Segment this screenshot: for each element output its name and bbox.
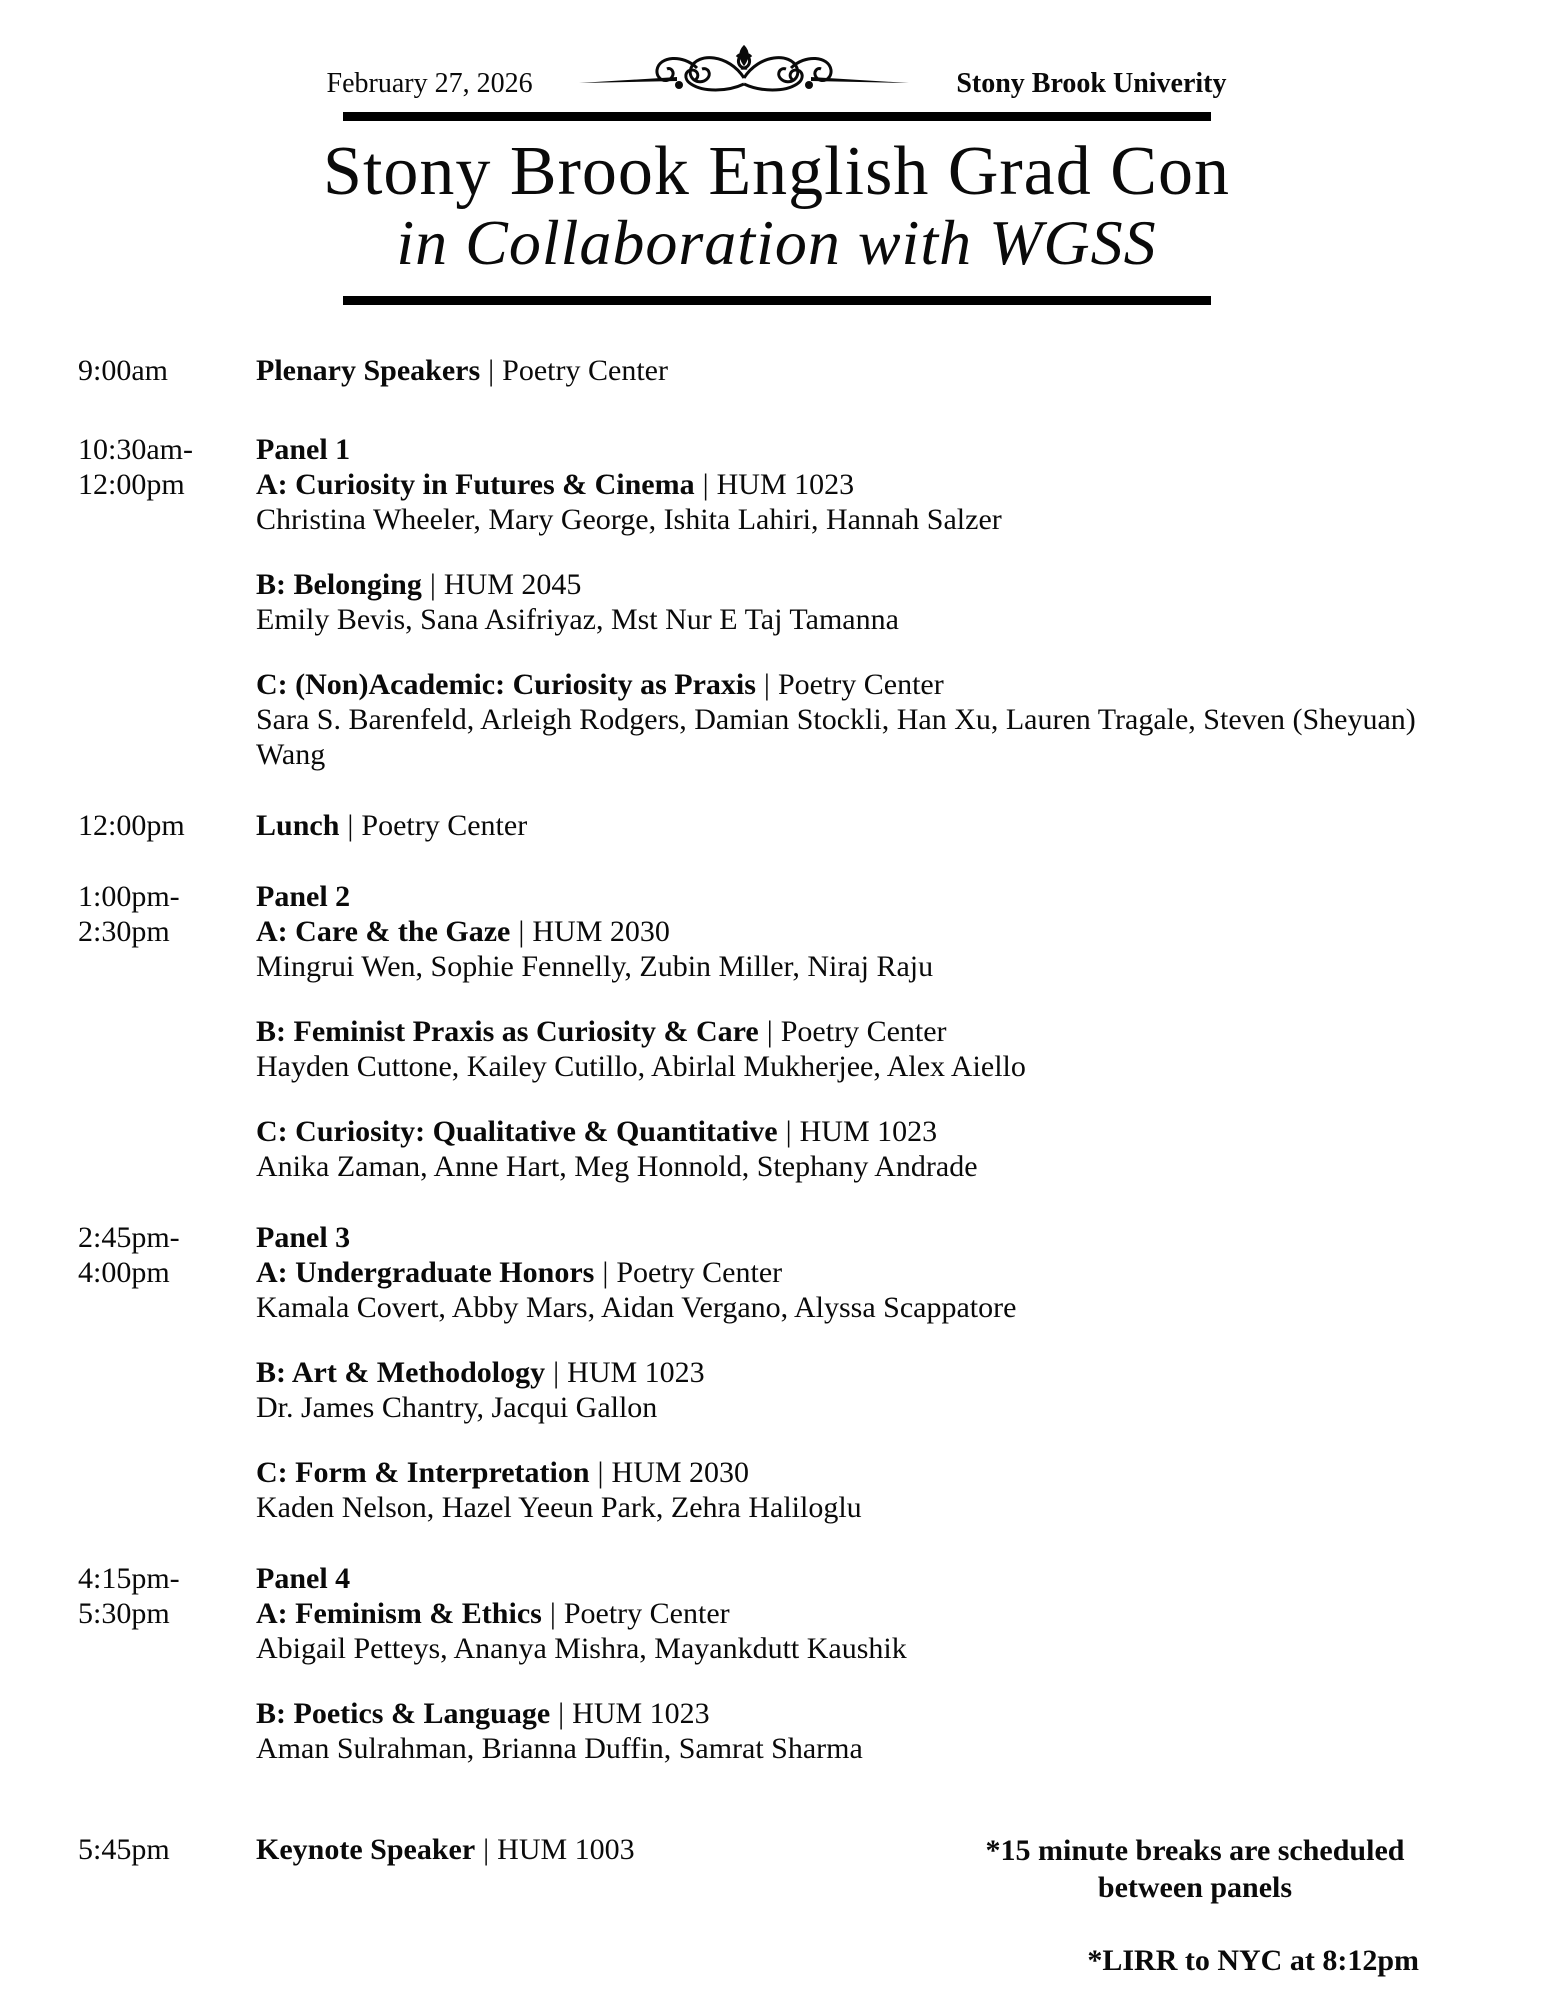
pipe-separator: | <box>483 1832 490 1866</box>
page-subtitle: in Collaboration with WGSS <box>396 206 1157 278</box>
event-panel-4 <box>78 1561 1475 1766</box>
pipe-separator: | <box>488 353 495 387</box>
pipe-separator: | <box>549 1596 556 1630</box>
event-time <box>78 1220 256 1525</box>
session-name: A: Undergraduate Honors <box>256 1255 595 1289</box>
session-speakers: Dr. James Chantry, Jacqui Gallon <box>256 1390 658 1424</box>
session-name: B: Belonging <box>256 567 422 601</box>
pipe-separator: | <box>558 1696 565 1730</box>
event-location: Poetry Center <box>361 808 528 842</box>
time-line: 9:00am <box>78 353 168 387</box>
session <box>256 567 1475 637</box>
event-plenary <box>78 353 1475 388</box>
session-speakers: Abigail Petteys, Ananya Mishra, Mayankdutt Kaushik <box>256 1631 907 1665</box>
event-time <box>78 808 256 843</box>
time-line: 12:00pm <box>78 467 185 501</box>
event-content <box>256 879 1475 1184</box>
pipe-separator: | <box>785 1114 792 1148</box>
session <box>256 467 1475 537</box>
pipe-separator: | <box>763 667 770 701</box>
event-time <box>78 1832 256 1906</box>
session-location: HUM 2030 <box>611 1455 750 1489</box>
event-time <box>78 879 256 1184</box>
session-name: A: Care & the Gaze <box>256 914 511 948</box>
session-location: Poetry Center <box>777 667 944 701</box>
session-speakers: Christina Wheeler, Mary George, Ishita Lahiri, Hannah Salzer <box>256 502 1002 536</box>
page-title: Stony Brook English Grad Con <box>323 133 1230 211</box>
session-location: HUM 1023 <box>572 1696 710 1730</box>
session-location: HUM 1023 <box>716 467 855 501</box>
pipe-separator: | <box>702 467 709 501</box>
session-speakers: Emily Bevis, Sana Asifriyaz, Mst Nur E Taj Tamanna <box>256 602 899 636</box>
session-name: B: Poetics & Language <box>256 1696 551 1730</box>
flourish-ornament-icon <box>579 44 909 104</box>
event-time <box>78 432 256 772</box>
pipe-separator: | <box>553 1355 560 1389</box>
time-line: 5:30pm <box>78 1596 170 1630</box>
session-title-line <box>256 1696 1475 1731</box>
panel-title: Panel 1 <box>256 432 351 466</box>
event-content <box>256 353 1475 388</box>
session <box>256 1255 1475 1325</box>
session <box>256 1114 1475 1184</box>
time-line: 4:00pm <box>78 1255 170 1289</box>
time-line: 5:45pm <box>78 1832 170 1866</box>
session-name: C: Curiosity: Qualitative & Quantitative <box>256 1114 778 1148</box>
session-title-line <box>256 1255 1475 1290</box>
pipe-separator: | <box>597 1455 604 1489</box>
event-panel-2 <box>78 879 1475 1184</box>
header-university: Stony Brook Univerity <box>956 68 1227 99</box>
event-title-line <box>256 1832 635 1867</box>
pipe-separator: | <box>347 808 354 842</box>
event-content <box>256 432 1475 772</box>
session-speakers: Mingrui Wen, Sophie Fennelly, Zubin Miller, Niraj Raju <box>256 949 934 983</box>
session-title-line <box>256 567 1475 602</box>
session-location: Poetry Center <box>780 1014 947 1048</box>
session-name: C: (Non)Academic: Curiosity as Praxis <box>256 667 756 701</box>
pipe-separator: | <box>429 567 436 601</box>
time-line: 10:30am- <box>78 432 193 466</box>
time-line: 12:00pm <box>78 808 185 842</box>
event-lunch <box>78 808 1475 843</box>
session-title-line <box>256 1596 1475 1631</box>
event-title: Keynote Speaker <box>256 1832 476 1866</box>
time-line: 4:15pm- <box>78 1561 180 1595</box>
event-content <box>256 1220 1475 1525</box>
time-line: 2:30pm <box>78 914 170 948</box>
session-name: A: Feminism & Ethics <box>256 1596 542 1630</box>
session-speakers: Hayden Cuttone, Kailey Cutillo, Abirlal Mukherjee, Alex Aiello <box>256 1049 1026 1083</box>
event-title: Plenary Speakers <box>256 353 481 387</box>
time-line: 2:45pm- <box>78 1220 180 1254</box>
schedule <box>78 353 1475 1979</box>
session <box>256 914 1475 984</box>
panel-title: Panel 2 <box>256 879 351 913</box>
time-line: 1:00pm- <box>78 879 180 913</box>
session-speakers: Kamala Covert, Abby Mars, Aidan Vergano, Alyssa Scappatore <box>256 1290 1017 1324</box>
event-content <box>256 1561 1475 1766</box>
pipe-separator: | <box>518 914 525 948</box>
page-header <box>327 44 1227 100</box>
event-content <box>256 808 1475 843</box>
session-location: HUM 2030 <box>532 914 670 948</box>
session-location: HUM 1023 <box>799 1114 938 1148</box>
divider-bottom <box>343 296 1211 305</box>
event-content <box>256 1832 635 1906</box>
session-speakers: Sara S. Barenfeld, Arleigh Rodgers, Damian Stockli, Han Xu, Lauren Tragale, Steven (Sheyuan) Wang <box>256 702 1416 771</box>
event-panel-1 <box>78 432 1475 772</box>
panel-title: Panel 3 <box>256 1220 351 1254</box>
session <box>256 1596 1475 1666</box>
session-title-line <box>256 667 1475 702</box>
session-speakers: Kaden Nelson, Hazel Yeeun Park, Zehra Haliloglu <box>256 1490 862 1524</box>
header-date: February 27, 2026 <box>326 68 533 99</box>
session-title-line <box>256 467 1475 502</box>
session <box>256 1014 1475 1084</box>
session-speakers: Aman Sulrahman, Brianna Duffin, Samrat Sharma <box>256 1731 863 1765</box>
session-name: B: Art & Methodology <box>256 1355 546 1389</box>
event-title: Lunch <box>256 808 340 842</box>
lirr-note: *LIRR to NYC at 8:12pm <box>1087 1943 1419 1977</box>
session-location: Poetry Center <box>563 1596 730 1630</box>
session-title-line <box>256 1355 1475 1390</box>
event-time <box>78 353 256 388</box>
session-location: Poetry Center <box>616 1255 783 1289</box>
divider-top <box>343 112 1211 121</box>
breaks-note-line2: between panels <box>1097 1870 1293 1904</box>
session-title-line <box>256 1114 1475 1149</box>
session-name: A: Curiosity in Futures & Cinema <box>256 467 695 501</box>
panel-title: Panel 4 <box>256 1561 351 1595</box>
session <box>256 1455 1475 1525</box>
breaks-note-line1: *15 minute breaks are scheduled <box>985 1833 1405 1867</box>
session-location: HUM 1023 <box>567 1355 705 1389</box>
session-title-line <box>256 1455 1475 1490</box>
event-location: HUM 1003 <box>497 1832 635 1866</box>
event-keynote <box>78 1832 1475 1906</box>
pipe-separator: | <box>602 1255 609 1289</box>
session <box>256 667 1475 772</box>
session-location: HUM 2045 <box>443 567 582 601</box>
session-title-line <box>256 1014 1475 1049</box>
event-title-line <box>256 353 1475 388</box>
session-title-line <box>256 914 1475 949</box>
session <box>256 1355 1475 1425</box>
session-speakers: Anika Zaman, Anne Hart, Meg Honnold, Stephany Andrade <box>256 1149 978 1183</box>
session <box>256 1696 1475 1766</box>
event-location: Poetry Center <box>502 353 668 387</box>
event-title-line <box>256 808 1475 843</box>
session-name: C: Form & Interpretation <box>256 1455 590 1489</box>
event-time <box>78 1561 256 1766</box>
pipe-separator: | <box>766 1014 773 1048</box>
event-panel-3 <box>78 1220 1475 1525</box>
session-name: B: Feminist Praxis as Curiosity & Care <box>256 1014 759 1048</box>
breaks-note <box>915 1832 1475 1906</box>
breaks-note-container <box>635 1832 1475 1906</box>
